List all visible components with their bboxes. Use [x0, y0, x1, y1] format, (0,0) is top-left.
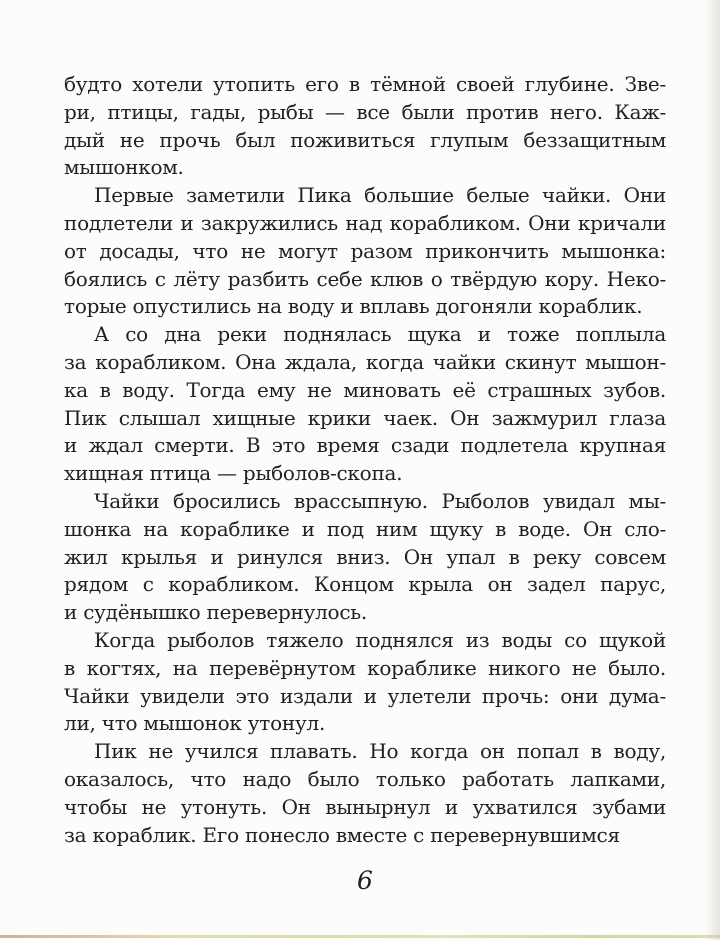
paragraph [64, 627, 666, 738]
text-line: за кораблик. Его понесло вместе с перевернувшимся [64, 822, 620, 847]
text-line: от досады, что не могут разом прикончить мышонка: [64, 238, 666, 263]
text-line: хищная птица — рыболов-скопа. [64, 461, 403, 486]
text-line: Первые заметили Пика большие белые чайки. Они [94, 183, 666, 208]
text-line: дый не прочь был поживиться глупым беззащитным [64, 127, 666, 152]
text-line: Когда рыболов тяжело поднялся из воды со щукой [94, 627, 666, 652]
text-line: боялись с лёту разбить себе клюв о твёрдую кору. Неко- [64, 266, 666, 291]
paragraph [64, 321, 666, 488]
text-line: ли, что мышонок утонул. [64, 711, 326, 736]
text-line: и ждал смерти. В это время сзади подлетела крупная [64, 433, 666, 458]
text-line: жил крылья и ринулся вниз. Он упал в реку совсем [64, 544, 666, 569]
text-line: торые опустились на воду и вплавь догоняли кораблик. [64, 294, 643, 319]
text-line: и судёнышко перевернулось. [64, 600, 368, 625]
text-line: Пик не учился плавать. Но когда он попал в воду, [94, 739, 666, 764]
text-line: Чайки бросились врассыпную. Рыболов увидал мы- [94, 488, 666, 513]
page-number: 6 [357, 866, 373, 895]
text-line: за корабликом. Она ждала, когда чайки скинут мышон- [64, 349, 666, 374]
text-line: рядом с корабликом. Концом крыла он задел парус, [64, 572, 666, 597]
page-bottom-edge [0, 935, 720, 938]
text-line: А со дна реки поднялась щука и тоже поплыла [94, 322, 666, 347]
text-line: Пик слышал хищные крики чаек. Он зажмурил глаза [64, 405, 666, 430]
paragraph [64, 738, 666, 849]
paragraph [64, 182, 666, 321]
text-line: Чайки увидели это издали и улетели прочь: они дума- [64, 683, 666, 708]
text-line: чтобы не утонуть. Он вынырнул и ухватился зубами [64, 794, 666, 819]
text-line: ри, птицы, гады, рыбы — все были против него. Каж- [64, 99, 666, 124]
text-line: в когтях, на перевёрнутом кораблике никого не было. [64, 655, 666, 680]
scan-edge-shadow [704, 0, 720, 940]
text-line: шонка на кораблике и под ним щуку в воде. Он сло- [64, 516, 666, 541]
text-line: будто хотели утопить его в тёмной своей глубине. Зве- [64, 72, 666, 96]
paragraph [64, 488, 666, 627]
text-block [64, 71, 666, 849]
text-line: ка в воду. Тогда ему не миновать её страшных зубов. [64, 377, 666, 402]
text-line: оказалось, что надо было только работать лапками, [64, 766, 666, 791]
text-line: подлетели и закружились над корабликом. Они кричали [64, 210, 666, 235]
text-line: мышонком. [64, 155, 184, 180]
paragraph [64, 71, 666, 182]
